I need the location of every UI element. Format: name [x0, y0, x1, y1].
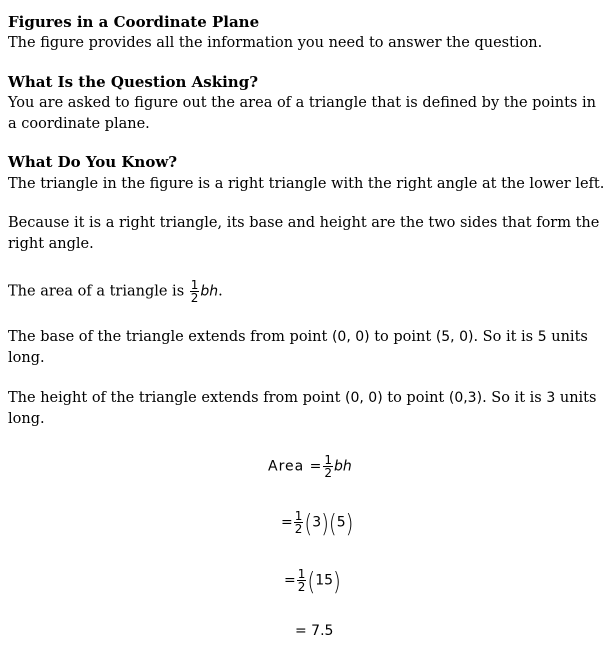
calc-fraction-2-num: 1	[294, 509, 303, 523]
base-text-d: units long.	[8, 329, 588, 366]
area-formula-prefix: The area of a triangle is	[8, 283, 185, 300]
calc-base-value: 5	[336, 514, 346, 531]
section-text-figures: The figure provides all the information you need to answer the question.	[8, 35, 543, 51]
calc-fraction-3-num: 1	[297, 567, 306, 581]
calc-line-substitution: = $\frac{1}{2}$ (3)(5)	[281, 507, 354, 538]
base-text-c: . So it is	[473, 329, 534, 345]
calc-fraction-3	[297, 568, 307, 593]
calc-line-formula	[268, 454, 352, 479]
calc-eq-2: =	[281, 514, 293, 531]
one-half-fraction	[190, 279, 200, 304]
base-point-start: (0, 0)	[331, 329, 370, 345]
fraction-numerator: 1	[190, 278, 199, 292]
calc-fraction-1-den: 2	[324, 466, 333, 480]
calc-fraction-3-den: 2	[297, 580, 306, 594]
calc-fraction-2-den: 2	[294, 522, 303, 536]
calc-fraction-2	[294, 510, 304, 535]
height-text-d: units long.	[8, 390, 597, 427]
section-title-figures: Figures in a Coordinate Plane	[8, 13, 260, 31]
area-label: Area =	[268, 458, 323, 475]
section-title-know: What Do You Know?	[8, 153, 178, 171]
height-text-a: The height of the triangle extends from point	[8, 390, 341, 406]
area-formula-end: .	[218, 283, 223, 300]
paragraph-base	[8, 327, 608, 369]
calc-line-result: = 7.5	[295, 623, 334, 639]
height-text-c: . So it is	[482, 390, 542, 406]
paragraph-right-triangle: The triangle in the figure is a right triangle with the right angle at the lower left.	[8, 176, 605, 192]
calc-height-value: 3	[312, 514, 322, 531]
base-text-a: The base of the triangle extends from point	[8, 329, 328, 345]
calc-bh: bh	[334, 458, 352, 475]
fraction-denominator: 2	[190, 291, 199, 305]
height-text-b: to point	[387, 390, 445, 406]
paragraph-base-height: Because it is a right triangle, its base and height are the two sides that form the right angle.	[8, 215, 600, 252]
height-point-end: (0,3)	[448, 390, 483, 406]
calc-eq-3: =	[284, 572, 296, 589]
height-point-start: (0, 0)	[345, 390, 383, 406]
calc-fraction-1	[323, 454, 333, 479]
calc-line-product: = $\frac{1}{2}$ (15)	[284, 565, 341, 596]
section-title-question: What Is the Question Asking?	[8, 73, 258, 91]
base-point-end: (5, 0)	[435, 329, 474, 345]
calc-product-value: 15	[315, 572, 334, 589]
section-text-question: You are asked to figure out the area of a triangle that is defined by the points in a coordinate plane.	[8, 95, 596, 132]
base-text-b: to point	[374, 329, 432, 345]
base-value: 5	[537, 329, 547, 345]
paragraph-height	[8, 388, 608, 430]
paragraph-area-formula	[8, 279, 608, 304]
height-value: 3	[546, 390, 556, 406]
calc-fraction-1-num: 1	[324, 453, 333, 467]
bh-variable: bh	[200, 283, 219, 300]
